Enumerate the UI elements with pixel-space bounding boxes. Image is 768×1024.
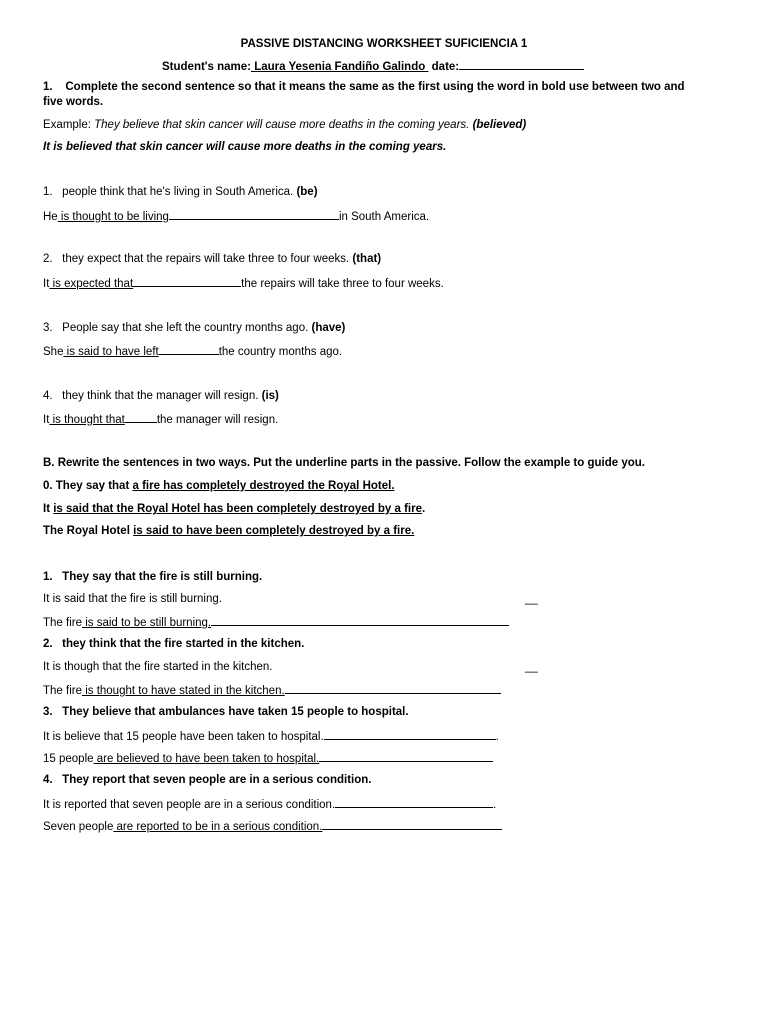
b-item-4-prompt: 4. They report that seven people are in a serious condition. (43, 774, 372, 786)
a-item-2-prompt: 2. they expect that the repairs will take three to four weeks. (that) (43, 253, 382, 265)
example-sentence (43, 118, 526, 132)
b-item-1-answer-1: It is said that the fire is still burning. (43, 593, 222, 605)
b-item-3-answer-2: 15 people are believed to have been taken to hospital. (43, 750, 493, 766)
a-item-3-answer: She is said to have left the country months ago. (43, 343, 342, 359)
a-item-4-prompt: 4. they think that the manager will resign. (is) (43, 390, 279, 402)
student-name-label: Student's name: (162, 61, 251, 73)
section-b-instruction: B. Rewrite the sentences in two ways. Put the underline parts in the passive. Follow the example to guide you. (43, 457, 645, 469)
b-example-answer-1: It is said that the Royal Hotel has been completely destroyed by a fire. (43, 503, 426, 515)
example-text: They believe that skin cancer will cause more deaths in the coming years. (94, 119, 470, 131)
b-item-3-answer-1: It is believe that 15 people have been taken to hospital. . (43, 728, 499, 744)
b-item-4-answer-2: Seven people are reported to be in a serious condition. (43, 818, 502, 834)
a-item-4-answer: It is thought that the manager will resign. (43, 411, 278, 427)
a-item-2-answer: It is expected that the repairs will take three to four weeks. (43, 275, 444, 291)
b-item-2-dash: __ (525, 661, 538, 673)
b-example-answer-2: The Royal Hotel is said to have been completely destroyed by a fire. (43, 525, 415, 537)
date-label: date: (428, 61, 460, 73)
section-a-instruction-line1: 1. Complete the second sentence so that it means the same as the first using the word in bold use between two and (43, 81, 685, 93)
section-a-instruction-line2: five words. (43, 96, 104, 108)
b-item-1-dash: __ (525, 593, 538, 605)
a-item-3-prompt: 3. People say that she left the country months ago. (have) (43, 322, 346, 334)
b-item-3-prompt: 3. They believe that ambulances have taken 15 people to hospital. (43, 706, 409, 718)
b-item-1-answer-2: The fire is said to be still burning. (43, 614, 509, 630)
b-item-4-answer-1: It is reported that seven people are in a serious condition. . (43, 796, 496, 812)
student-name-value: Laura Yesenia Fandiño Galindo (251, 61, 429, 73)
b-item-2-prompt: 2. they think that the fire started in the kitchen. (43, 638, 305, 650)
example-label: Example: (43, 119, 91, 131)
a-item-1-answer: He is thought to be living in South America. (43, 208, 429, 224)
a-item-1-prompt: 1. people think that he's living in South America. (be) (43, 186, 318, 198)
b-item-1-prompt: 1. They say that the fire is still burning. (43, 571, 263, 583)
b-item-2-answer-1: It is though that the fire started in the kitchen. (43, 661, 273, 673)
example-word: (believed) (472, 119, 527, 131)
b-item-2-answer-2: The fire is thought to have stated in the kitchen. (43, 682, 501, 698)
example-answer: It is believed that skin cancer will cause more deaths in the coming years. (43, 141, 447, 153)
date-blank (459, 58, 584, 70)
student-line (162, 58, 584, 73)
worksheet-title: PASSIVE DISTANCING WORKSHEET SUFICIENCIA 1 (240, 38, 528, 50)
b-example-prompt: 0. They say that a fire has completely destroyed the Royal Hotel. (43, 480, 395, 492)
